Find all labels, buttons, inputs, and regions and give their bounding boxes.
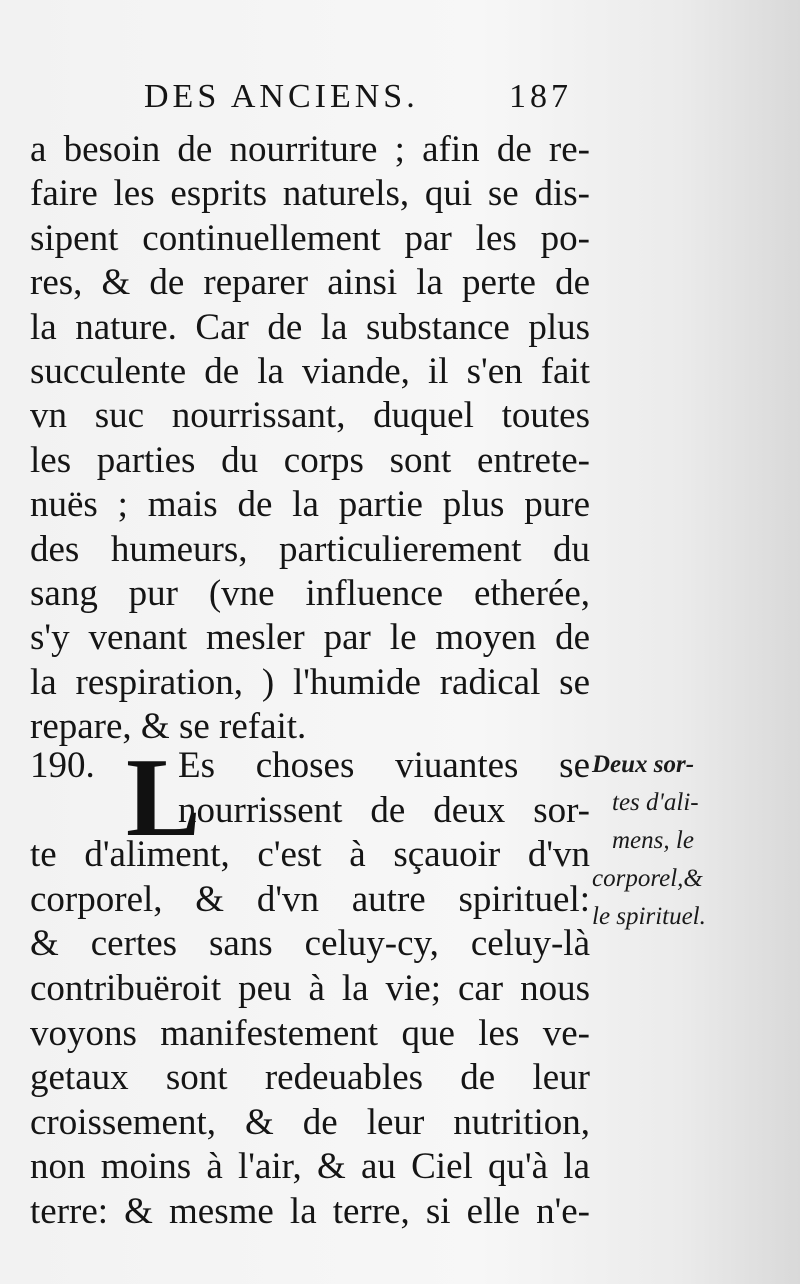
marginal-note-line: Deux sor- [592,751,695,778]
marginal-note-line: tes d'ali- [612,789,699,816]
drop-cap: L [126,736,201,860]
paragraph-190 [30,736,590,1235]
text-line: te d'aliment, c'est à sçauoir d'vn [30,834,590,876]
marginal-note-line: le spirituel. [592,903,706,930]
text-line: repare, & se refait. [30,706,307,748]
text-line: croissement, & de leur nutrition, [30,1101,590,1143]
text-line: les parties du corps sont entrete- [30,439,590,481]
text-line: contribuëroit peu à la vie; car nous [30,967,590,1009]
page-header [132,78,572,128]
paragraph-continued [30,128,590,749]
text-line: terre: & mesme la terre, si elle n'e- [30,1190,590,1232]
text-line: res, & de reparer ainsi la perte de [30,262,590,304]
text-line-rest: Es choses viuantes se [178,745,590,786]
text-line: succulente de la viande, il s'en fait [30,350,590,392]
text-line: des humeurs, particulierement du [30,528,590,570]
text-line: a besoin de nourriture ; afin de re- [30,129,590,170]
marginal-note-line: mens, le [612,827,694,854]
text-line: voyons manifestement que les ve- [30,1012,590,1054]
section-number: 190. [30,745,95,786]
text-line: s'y venant mesler par le moyen de [30,617,590,659]
text-line: vn suc nourrissant, duquel toutes [30,395,590,437]
text-line: la respiration, ) l'humide radical se [30,661,590,703]
text-line: corporel, & d'vn autre spirituel: [30,878,590,920]
running-title: DES ANCIENS. [144,78,419,115]
text-line: & certes sans celuy-cy, celuy-là [30,923,590,965]
page-number: 187 [509,78,572,115]
text-line: non moins à l'air, & au Ciel qu'à la [30,1146,590,1188]
text-line: la nature. Car de la substance plus [30,306,590,348]
marginal-note [582,746,742,936]
text-line: nourrissent de deux sor- [178,789,590,831]
text-line: getaux sont redeuables de leur [30,1057,590,1099]
text-line: sang pur (vne influence etherée, [30,572,590,614]
text-line-first [30,744,590,789]
marginal-note-line: corporel,& [592,865,703,892]
text-line: faire les esprits naturels, qui se dis- [30,173,590,215]
text-line: nuës ; mais de la partie plus pure [30,484,590,526]
text-line: sipent continuellement par les po- [30,217,590,259]
